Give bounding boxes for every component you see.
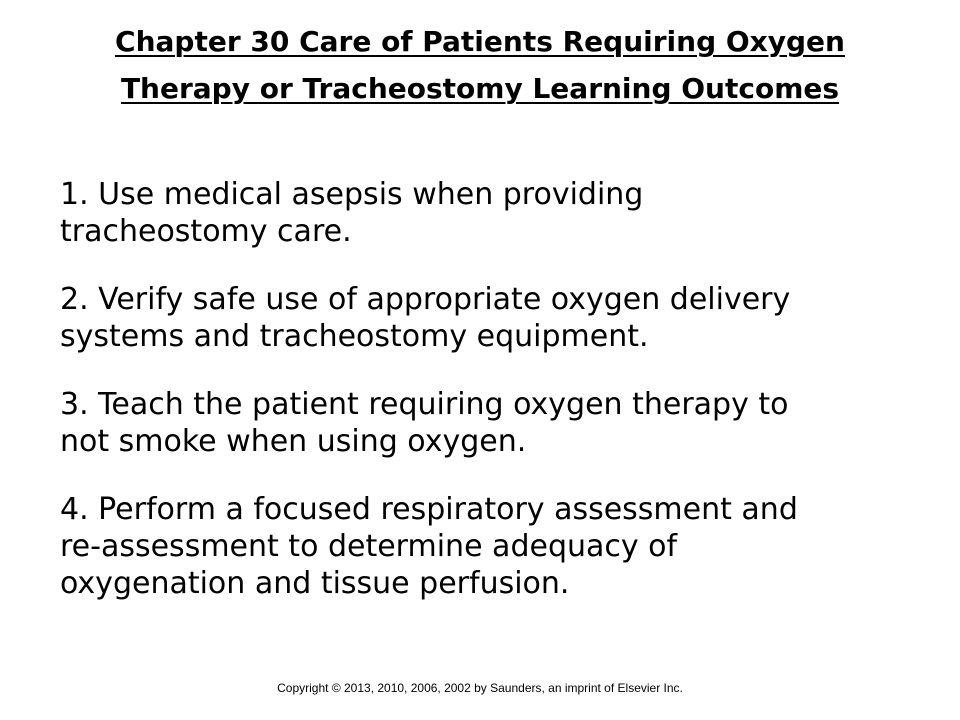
learning-outcome-line: 2. Verify safe use of appropriate oxygen delivery — [60, 282, 791, 317]
learning-outcome-4 — [60, 491, 910, 602]
learning-outcome-line: 3. Teach the patient requiring oxygen therapy to — [60, 387, 789, 422]
learning-outcome-line: 1. Use medical asepsis when providing — [60, 177, 644, 212]
copyright-notice: Copyright © 2013, 2010, 2006, 2002 by Saunders, an imprint of Elsevier Inc. — [277, 681, 683, 695]
slide-title-line-2: Therapy or Tracheostomy Learning Outcomes — [120, 72, 840, 105]
slide-title-line-1: Chapter 30 Care of Patients Requiring Oxygen — [115, 25, 845, 58]
learning-outcome-line: oxygenation and tissue perfusion. — [60, 566, 570, 601]
learning-outcomes-list — [60, 176, 910, 633]
learning-outcome-line: systems and tracheostomy equipment. — [60, 319, 649, 354]
learning-outcome-line: not smoke when using oxygen. — [60, 424, 527, 459]
learning-outcome-1 — [60, 176, 910, 250]
learning-outcome-line: tracheostomy care. — [60, 214, 352, 249]
learning-outcome-line: 4. Perform a focused respiratory assessment and — [60, 492, 798, 527]
learning-outcome-2 — [60, 281, 910, 355]
learning-outcome-3 — [60, 386, 910, 460]
slide-title — [40, 18, 920, 112]
learning-outcome-line: re-assessment to determine adequacy of — [60, 529, 678, 564]
